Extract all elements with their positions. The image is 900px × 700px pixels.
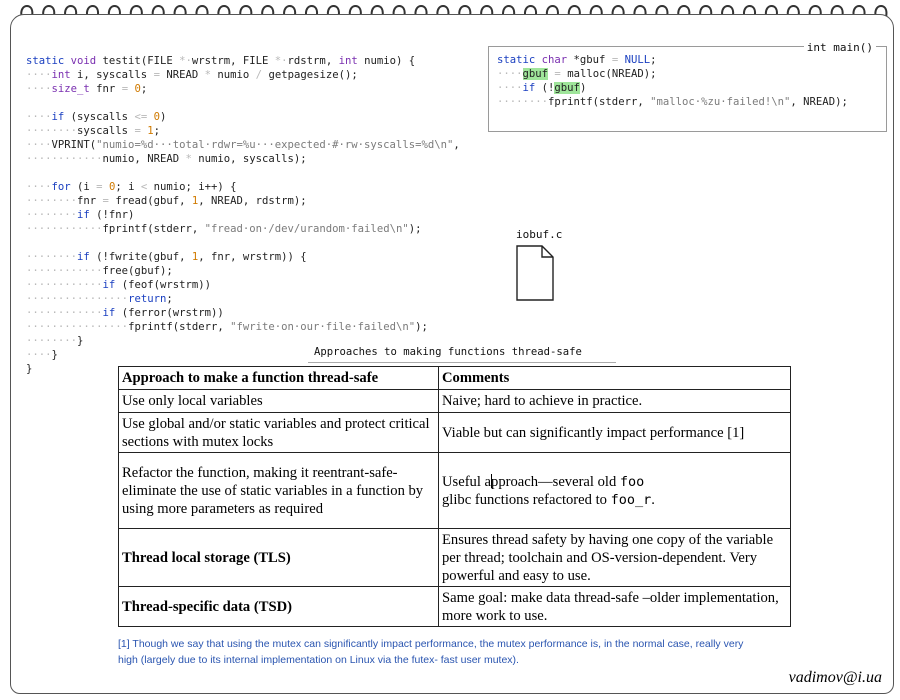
code-token: ········ — [26, 195, 78, 207]
code-token: int — [51, 69, 78, 81]
code-token: ············ — [26, 153, 103, 165]
header-comments: Comments — [439, 367, 791, 390]
table-row — [119, 413, 791, 453]
code-token: char — [541, 54, 574, 66]
code-token: (!fwrite(gbuf, — [96, 251, 192, 263]
comment-text: Useful a — [442, 473, 492, 490]
main-code-block — [497, 53, 848, 109]
table-row — [119, 587, 791, 627]
code-line — [26, 82, 460, 96]
code-token: (feof(wrstrm)) — [121, 279, 211, 291]
code-token: (!fnr) — [96, 209, 135, 221]
code-token: numio) { — [364, 55, 416, 67]
code-token: ; — [166, 293, 173, 305]
file-icon — [516, 245, 554, 306]
code-token: ················ — [26, 293, 129, 305]
code-line — [26, 152, 460, 166]
table-caption: Approaches to making functions thread-safe — [308, 346, 588, 358]
code-line — [26, 124, 460, 138]
code-token: ···· — [26, 349, 52, 361]
code-token: "malloc·%zu·failed!\n" — [650, 96, 791, 108]
code-token: ············ — [26, 307, 103, 319]
code-token: , fnr, wrstrm)) { — [198, 251, 307, 263]
code-line — [497, 95, 848, 109]
comment-text: pproach—several old — [491, 473, 620, 490]
code-token: ···· — [26, 139, 52, 151]
cell-comment: Viable but can significantly impact performance [1] — [439, 413, 791, 453]
code-token: ···· — [26, 181, 52, 193]
code-token: ············ — [26, 265, 103, 277]
code-token: } — [51, 349, 58, 361]
code-line — [26, 320, 460, 334]
code-token: * — [185, 153, 192, 165]
cell-comment: Ensures thread safety by having one copy of the variable per thread; toolchain and OS-version-dependent. Very powerful and easy to use. — [439, 529, 791, 587]
code-token: numio, NREAD — [102, 153, 186, 165]
thread-safety-table — [118, 366, 791, 627]
cell-approach: Use global and/or static variables and protect critical sections with mutex locks — [119, 413, 439, 453]
code-line — [26, 68, 460, 82]
code-token: 0 — [102, 181, 116, 193]
code-token: testit(FILE — [102, 55, 180, 67]
code-token: ···· — [497, 68, 523, 80]
code-token: *· — [274, 55, 288, 67]
code-token: fprintf(stderr, — [128, 321, 231, 333]
code-token: *gbuf — [573, 54, 612, 66]
code-token: ············ — [26, 223, 103, 235]
code-line — [26, 264, 460, 278]
code-line — [26, 194, 460, 208]
code-token: static — [497, 54, 542, 66]
code-token: NULL — [618, 54, 651, 66]
code-token: = — [121, 83, 129, 95]
code-token: = — [102, 195, 109, 207]
code-token: = — [153, 69, 160, 81]
code-token: "numio=%d···total·rdwr=%u···expected·#·rw·syscalls=%d\n" — [96, 139, 454, 151]
code-token: ···· — [26, 69, 52, 81]
code-line — [26, 208, 460, 222]
code-token: numio; i++) { — [147, 181, 237, 193]
code-token: ········ — [26, 125, 78, 137]
main-box-title: int main() — [804, 41, 876, 54]
cell-approach: Thread-specific data (TSD) — [119, 587, 439, 627]
code-token: (i — [77, 181, 97, 193]
code-token: if — [51, 111, 71, 123]
code-token: size_t — [51, 83, 97, 95]
code-token: if — [77, 209, 97, 221]
cell-comment: Same goal: make data thread-safe –older implementation, more work to use. — [439, 587, 791, 627]
code-token: ···· — [26, 83, 52, 95]
code-token: ) — [159, 111, 167, 123]
code-token: fprintf(stderr, — [102, 223, 205, 235]
code-token: 1 — [140, 125, 154, 137]
code-token: numio, syscalls); — [191, 153, 307, 165]
code-line — [26, 166, 460, 180]
code-token: fnr — [77, 195, 103, 207]
table-row — [119, 390, 791, 413]
code-line — [26, 180, 460, 194]
code-token: (ferror(wrstrm)) — [121, 307, 224, 319]
code-token: / — [255, 69, 263, 81]
code-token: = — [611, 54, 619, 66]
code-token: fnr — [96, 83, 122, 95]
code-line — [26, 236, 460, 250]
code-foo: foo — [619, 473, 645, 490]
code-token: if — [102, 279, 122, 291]
code-token: numio — [211, 69, 256, 81]
code-token: } — [77, 335, 84, 347]
code-line — [26, 54, 460, 68]
code-token: ; — [153, 125, 160, 137]
code-line — [26, 138, 460, 152]
code-token: <= — [134, 111, 148, 123]
code-token: ); — [415, 321, 428, 333]
code-token: return — [128, 293, 167, 305]
code-line — [497, 67, 848, 81]
code-line — [26, 110, 460, 124]
code-token: syscalls — [77, 125, 135, 137]
cell-approach: Refactor the function, making it reentrant-safe-eliminate the use of static variables in a function by using more parameters as required — [119, 453, 439, 529]
code-line — [26, 306, 460, 320]
code-line — [26, 96, 460, 110]
code-token: rdstrm, — [287, 55, 339, 67]
cell-comment: Naive; hard to achieve in practice. — [439, 390, 791, 413]
code-foo-r: foo_r — [610, 491, 652, 508]
code-token: = — [96, 181, 103, 193]
code-token: if — [77, 251, 97, 263]
code-token: int — [338, 55, 365, 67]
code-token: fread(gbuf, — [108, 195, 192, 207]
code-token: wrstrm, FILE — [191, 55, 275, 67]
code-token: *· — [179, 55, 192, 67]
code-token: gbuf — [554, 82, 580, 94]
code-line — [497, 81, 848, 95]
code-token: ········ — [497, 96, 549, 108]
code-token: , — [453, 139, 460, 151]
code-token: ···· — [26, 111, 52, 123]
code-token: 1 — [191, 251, 199, 263]
table-row — [119, 453, 791, 529]
testit-code-block — [26, 54, 460, 376]
cell-approach: Thread local storage (TLS) — [119, 529, 439, 587]
caption-rule — [308, 362, 616, 363]
code-line — [26, 222, 460, 236]
code-line — [26, 292, 460, 306]
code-token: (! — [541, 82, 555, 94]
code-token: * — [204, 69, 212, 81]
header-approach: Approach to make a function thread-safe — [119, 367, 439, 390]
code-token: i, syscalls — [77, 69, 154, 81]
file-label: iobuf.c — [516, 228, 563, 241]
code-token: if — [102, 307, 122, 319]
code-token: void — [70, 55, 103, 67]
table-row — [119, 529, 791, 587]
code-token: 0 — [128, 83, 141, 95]
code-token: if — [522, 82, 542, 94]
code-token: } — [26, 363, 33, 375]
code-token: for — [51, 181, 78, 193]
code-token: 0 — [147, 111, 160, 123]
table-header-row — [119, 367, 791, 390]
code-token: ···· — [497, 82, 523, 94]
main-function-box — [488, 41, 887, 132]
code-token: < — [140, 181, 148, 193]
code-token: ; — [650, 54, 657, 66]
code-token: , NREAD, rdstrm); — [198, 195, 307, 207]
author-signature: vadimov@i.ua — [788, 669, 882, 686]
code-token: ········ — [26, 209, 78, 221]
code-token: ············ — [26, 279, 103, 291]
footnote: [1] Though we say that using the mutex can significantly impact performance, the mutex performance is, in the normal case, really very high (largely due to its internal implementation on Linux via the futex- fast user mutex). — [118, 638, 744, 666]
code-token: fprintf(stderr, — [548, 96, 651, 108]
code-line — [26, 250, 460, 264]
code-token: = — [554, 68, 561, 80]
code-token: ; — [140, 83, 148, 95]
code-token: free(gbuf); — [102, 265, 173, 277]
code-token: gbuf — [522, 68, 549, 80]
cell-approach: Use only local variables — [119, 390, 439, 413]
code-line — [26, 278, 460, 292]
code-line — [497, 53, 848, 67]
code-token: VPRINT( — [51, 139, 97, 151]
comment-text: glibc functions refactored to — [442, 491, 611, 508]
code-token: 1 — [191, 195, 199, 207]
code-token: NREAD — [159, 69, 205, 81]
code-token: "fwrite·on·our·file·failed\n" — [230, 321, 416, 333]
code-token: ················ — [26, 321, 129, 333]
code-token: = — [134, 125, 141, 137]
code-token: ········ — [26, 251, 78, 263]
code-token: getpagesize(); — [262, 69, 358, 81]
code-token: malloc(NREAD); — [560, 68, 657, 80]
code-token: ········ — [26, 335, 78, 347]
code-token: ; i — [115, 181, 141, 193]
code-token: ) — [579, 82, 587, 94]
code-token: ); — [408, 223, 422, 235]
code-token: , NREAD); — [790, 96, 848, 108]
code-token: (syscalls — [70, 111, 135, 123]
code-token: "fread·on·/dev/urandom·failed\n" — [204, 223, 409, 235]
comment-text: . — [651, 491, 655, 508]
cell-comment — [439, 453, 791, 529]
code-token: static — [26, 55, 71, 67]
